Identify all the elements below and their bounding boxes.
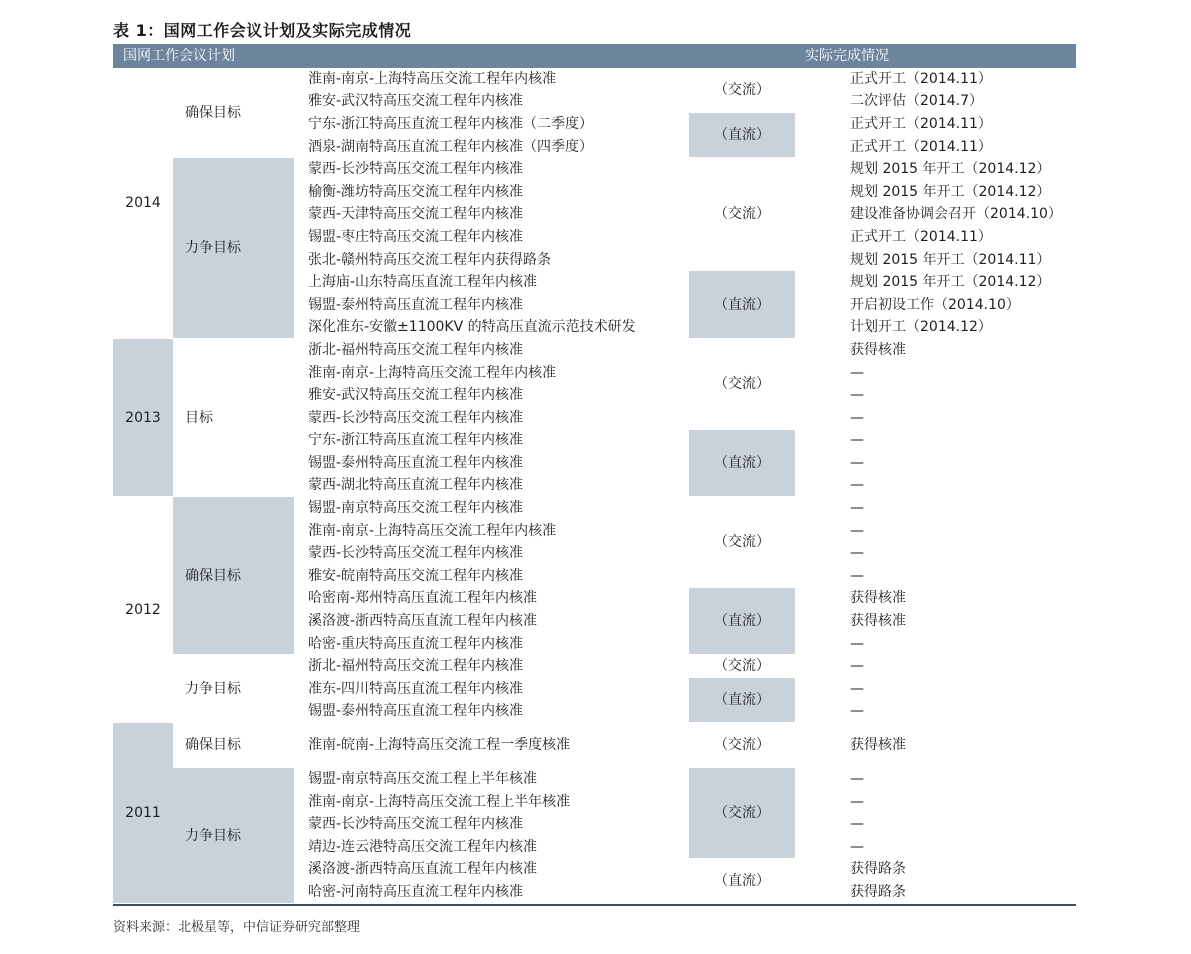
status-cell: — <box>795 497 1076 520</box>
target-cell: 目标 <box>173 339 294 497</box>
line-type-cell: （交流） <box>689 339 795 429</box>
status-cell: — <box>795 813 1076 836</box>
project-cell: 哈密-河南特高压直流工程年内核准 <box>294 881 689 904</box>
status-cell: 正式开工（2014.11） <box>795 226 1076 249</box>
project-cell: 蒙西-长沙特高压交流工程年内核准 <box>294 407 689 430</box>
project-cell: 锡盟-泰州特高压直流工程年内核准 <box>294 701 689 724</box>
target-cell: 力争目标 <box>173 655 294 723</box>
status-cell: — <box>795 430 1076 453</box>
status-cell: — <box>795 520 1076 543</box>
project-cell: 蒙西-长沙特高压交流工程年内核准 <box>294 158 689 181</box>
target-cell: 力争目标 <box>173 768 294 904</box>
project-cell: 锡盟-枣庄特高压交流工程年内核准 <box>294 226 689 249</box>
line-type-cell: （交流） <box>689 768 795 858</box>
status-cell: — <box>795 407 1076 430</box>
line-type-cell: （直流） <box>689 588 795 656</box>
status-cell: 规划 2015 年开工（2014.12） <box>795 158 1076 181</box>
project-cell: 雅安-武汉特高压交流工程年内核准 <box>294 91 689 114</box>
status-cell: — <box>795 836 1076 859</box>
target-cell: 确保目标 <box>173 723 294 768</box>
project-cell: 张北-赣州特高压交流工程年内获得路条 <box>294 249 689 272</box>
status-cell: 规划 2015 年开工（2014.12） <box>795 271 1076 294</box>
line-type-cell: （直流） <box>689 430 795 498</box>
status-cell: 获得路条 <box>795 859 1076 882</box>
line-type-cell: （交流） <box>689 655 795 678</box>
project-cell: 准东-四川特高压直流工程年内核准 <box>294 678 689 701</box>
status-cell: — <box>795 565 1076 588</box>
project-cell: 淮南-南京-上海特高压交流工程年内核准 <box>294 362 689 385</box>
project-cell: 靖边-连云港特高压交流工程年内核准 <box>294 836 689 859</box>
status-cell: 获得核准 <box>795 723 1076 768</box>
status-cell: — <box>795 542 1076 565</box>
status-cell: 正式开工（2014.11） <box>795 113 1076 136</box>
status-cell: — <box>795 678 1076 701</box>
header-actual: 实际完成情况 <box>795 44 1076 68</box>
project-cell: 锡盟-泰州特高压直流工程年内核准 <box>294 294 689 317</box>
status-cell: 规划 2015 年开工（2014.12） <box>795 181 1076 204</box>
status-cell: — <box>795 701 1076 724</box>
project-cell: 溪洛渡-浙西特高压直流工程年内核准 <box>294 610 689 633</box>
line-type-cell: （直流） <box>689 678 795 723</box>
status-cell: 正式开工（2014.11） <box>795 68 1076 91</box>
project-cell: 锡盟-南京特高压交流工程年内核准 <box>294 497 689 520</box>
line-type-cell: （交流） <box>689 497 795 587</box>
project-cell: 淮南-南京-上海特高压交流工程上半年核准 <box>294 791 689 814</box>
year-cell: 2014 <box>113 68 173 339</box>
status-cell: — <box>795 655 1076 678</box>
project-cell: 淮南-皖南-上海特高压交流工程一季度核准 <box>294 723 689 768</box>
project-cell: 深化准东-安徽±1100KV 的特高压直流示范技术研发 <box>294 317 689 340</box>
project-cell: 哈密-重庆特高压直流工程年内核准 <box>294 633 689 656</box>
target-cell: 确保目标 <box>173 497 294 655</box>
line-type-cell: （直流） <box>689 113 795 158</box>
line-type-cell: （直流） <box>689 271 795 339</box>
project-cell: 酒泉-湖南特高压直流工程年内核准（四季度） <box>294 136 689 159</box>
status-cell: — <box>795 791 1076 814</box>
project-cell: 淮南-南京-上海特高压交流工程年内核准 <box>294 520 689 543</box>
status-cell: 计划开工（2014.12） <box>795 317 1076 340</box>
project-cell: 蒙西-长沙特高压交流工程年内核准 <box>294 813 689 836</box>
year-cell: 2012 <box>113 497 173 723</box>
project-cell: 浙北-福州特高压交流工程年内核准 <box>294 339 689 362</box>
status-cell: 获得核准 <box>795 339 1076 362</box>
project-cell: 榆衡-潍坊特高压交流工程年内核准 <box>294 181 689 204</box>
project-cell: 蒙西-湖北特高压直流工程年内核准 <box>294 475 689 498</box>
status-cell: — <box>795 475 1076 498</box>
header-plan: 国网工作会议计划 <box>113 44 795 68</box>
line-type-cell: （交流） <box>689 68 795 113</box>
project-cell: 浙北-福州特高压交流工程年内核准 <box>294 655 689 678</box>
project-cell: 锡盟-泰州特高压直流工程年内核准 <box>294 452 689 475</box>
project-cell: 宁东-浙江特高压直流工程年内核准（二季度） <box>294 113 689 136</box>
status-cell: 获得核准 <box>795 610 1076 633</box>
project-cell: 蒙西-长沙特高压交流工程年内核准 <box>294 542 689 565</box>
status-cell: 二次评估（2014.7） <box>795 91 1076 114</box>
plan-table <box>113 44 1076 906</box>
project-cell: 蒙西-天津特高压交流工程年内核准 <box>294 204 689 227</box>
project-cell: 淮南-南京-上海特高压交流工程年内核准 <box>294 68 689 91</box>
source-note: 资料来源：北极星等，中信证券研究部整理 <box>113 920 361 935</box>
target-cell: 力争目标 <box>173 158 294 339</box>
year-cell: 2013 <box>113 339 173 497</box>
project-cell: 雅安-皖南特高压交流工程年内核准 <box>294 565 689 588</box>
table-caption: 表 1：国网工作会议计划及实际完成情况 <box>113 21 412 40</box>
status-cell: — <box>795 633 1076 656</box>
line-type-cell: （交流） <box>689 158 795 271</box>
project-cell: 雅安-武汉特高压交流工程年内核准 <box>294 384 689 407</box>
status-cell: 规划 2015 年开工（2014.11） <box>795 249 1076 272</box>
project-cell: 哈密南-郑州特高压直流工程年内核准 <box>294 588 689 611</box>
status-cell: 正式开工（2014.11） <box>795 136 1076 159</box>
project-cell: 上海庙-山东特高压直流工程年内核准 <box>294 271 689 294</box>
year-cell: 2011 <box>113 723 173 904</box>
status-cell: 开启初设工作（2014.10） <box>795 294 1076 317</box>
line-type-cell: （直流） <box>689 859 795 904</box>
target-cell: 确保目标 <box>173 68 294 158</box>
project-cell: 溪洛渡-浙西特高压直流工程年内核准 <box>294 859 689 882</box>
status-cell: — <box>795 452 1076 475</box>
status-cell: — <box>795 384 1076 407</box>
status-cell: — <box>795 768 1076 791</box>
status-cell: 获得核准 <box>795 588 1076 611</box>
line-type-cell: （交流） <box>689 723 795 768</box>
status-cell: — <box>795 362 1076 385</box>
project-cell: 锡盟-南京特高压交流工程上半年核准 <box>294 768 689 791</box>
status-cell: 获得路条 <box>795 881 1076 904</box>
status-cell: 建设准备协调会召开（2014.10） <box>795 204 1076 227</box>
project-cell: 宁东-浙江特高压直流工程年内核准 <box>294 430 689 453</box>
